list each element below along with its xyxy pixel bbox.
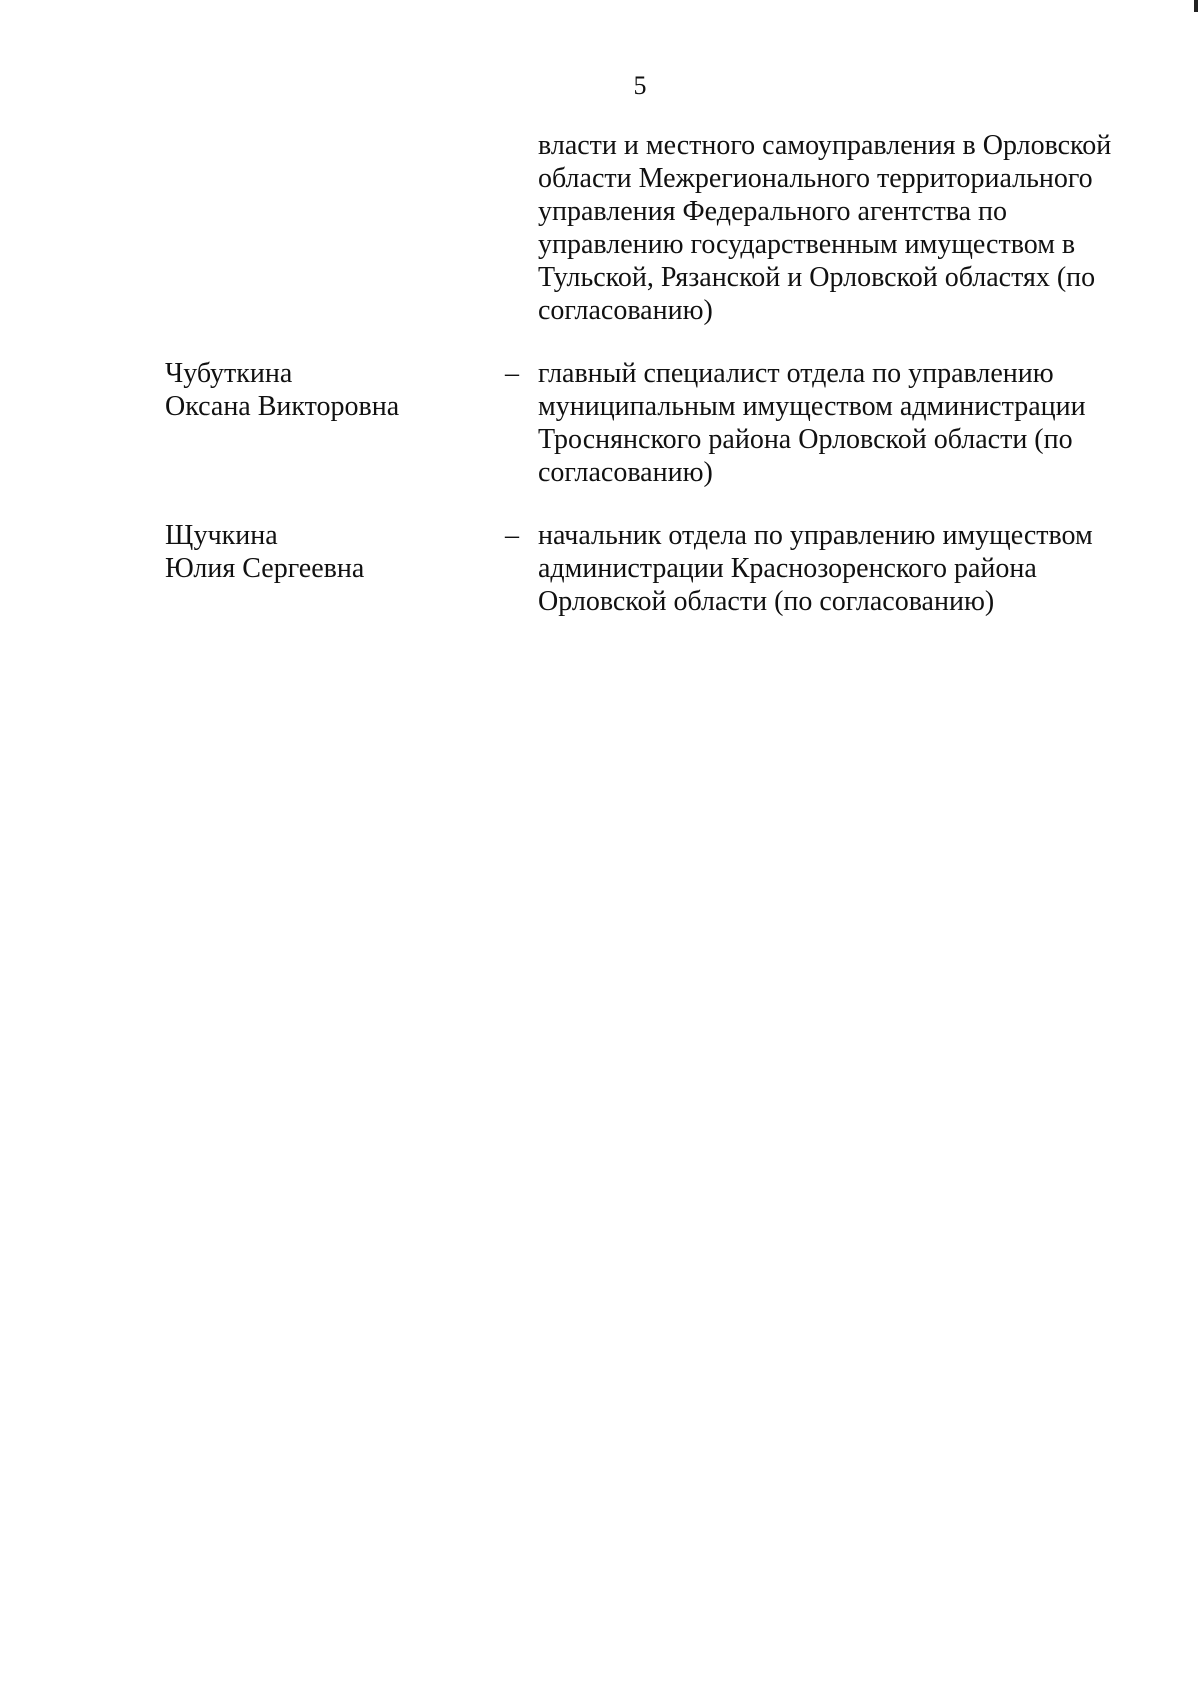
dash-separator: – [505, 520, 519, 551]
member-name [165, 357, 485, 423]
continuation-text [538, 129, 1138, 327]
position-line: начальник отдела по управлению имуществом [538, 520, 1093, 551]
position-line: главный специалист отдела по управлению [538, 358, 1054, 389]
member-name [165, 519, 485, 585]
page-number: 5 [633, 71, 647, 100]
position-line: Троснянского района Орловской области (по [538, 424, 1073, 455]
continuation-line: согласованию) [538, 295, 713, 326]
member-position [538, 519, 1138, 618]
position-line: муниципальным имуществом администрации [538, 391, 1086, 422]
member-given-names: Юлия Сергеевна [165, 553, 365, 584]
position-line: согласованию) [538, 457, 713, 488]
continuation-line: области Межрегионального территориального [538, 163, 1093, 194]
continuation-line: управления Федерального агентства по [538, 196, 1008, 227]
continuation-line: Тульской, Рязанской и Орловской областях (по [538, 262, 1096, 293]
continuation-line: власти и местного самоуправления в Орловской [538, 130, 1112, 161]
position-line: администрации Краснозоренского района [538, 553, 1037, 584]
member-surname: Чубуткина [165, 358, 293, 389]
member-position [538, 357, 1138, 489]
continuation-line: управлению государственным имуществом в [538, 229, 1076, 260]
member-given-names: Оксана Викторовна [165, 391, 400, 422]
position-line: Орловской области (по согласованию) [538, 586, 995, 617]
scan-mark [1194, 0, 1198, 12]
dash-separator: – [505, 358, 519, 389]
member-surname: Щучкина [165, 520, 278, 551]
